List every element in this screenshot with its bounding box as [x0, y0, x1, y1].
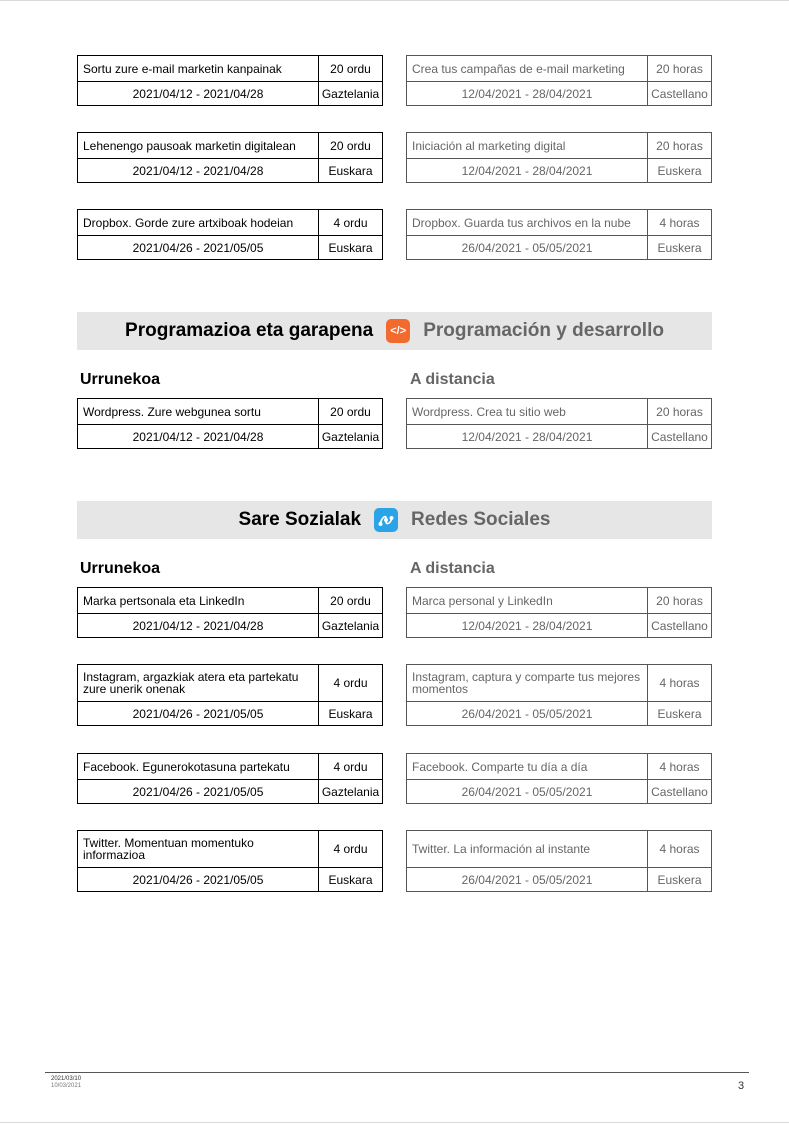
share-network-icon — [374, 508, 398, 532]
course-language: Gaztelania — [319, 614, 383, 638]
course-language: Euskara — [319, 868, 383, 892]
course-card-eu — [77, 209, 383, 260]
course-card-eu — [77, 587, 383, 638]
page-number: 3 — [738, 1080, 745, 1092]
course-language: Euskera — [648, 236, 712, 260]
course-hours: 4 ordu — [319, 754, 383, 780]
course-card-es — [406, 830, 712, 892]
course-hours: 4 horas — [648, 754, 712, 780]
course-dates: 12/04/2021 - 28/04/2021 — [407, 425, 648, 449]
course-title: Iniciación al marketing digital — [407, 133, 648, 159]
course-language: Gaztelania — [319, 425, 383, 449]
course-title: Wordpress. Crea tu sitio web — [407, 399, 648, 425]
course-card-es — [406, 398, 712, 449]
course-dates: 2021/04/12 - 2021/04/28 — [78, 159, 319, 183]
course-card-eu — [77, 664, 383, 726]
course-dates: 26/04/2021 - 05/05/2021 — [407, 780, 648, 804]
course-title: Lehenengo pausoak marketin digitalean — [78, 133, 319, 159]
course-title: Marca personal y LinkedIn — [407, 588, 648, 614]
section-title-es: Programación y desarrollo — [423, 320, 664, 341]
section-header-social — [77, 501, 712, 539]
course-card-eu — [77, 132, 383, 183]
course-dates: 12/04/2021 - 28/04/2021 — [407, 82, 648, 106]
course-language: Castellano — [648, 82, 712, 106]
course-hours: 20 horas — [648, 588, 712, 614]
course-hours: 4 horas — [648, 831, 712, 868]
course-title: Marka pertsonala eta LinkedIn — [78, 588, 319, 614]
course-title: Facebook. Egunerokotasuna partekatu — [78, 754, 319, 780]
course-title: Dropbox. Gorde zure artxiboak hodeian — [78, 210, 319, 236]
course-language: Castellano — [648, 780, 712, 804]
course-hours: 4 ordu — [319, 665, 383, 702]
course-hours: 20 ordu — [319, 399, 383, 425]
course-language: Gaztelania — [319, 780, 383, 804]
course-card-es — [406, 587, 712, 638]
course-card-eu — [77, 830, 383, 892]
course-hours: 20 horas — [648, 399, 712, 425]
course-hours: 4 horas — [648, 665, 712, 702]
course-card-es — [406, 55, 712, 106]
subheading-es: A distancia — [410, 371, 495, 388]
footer-date-es: 10/03/2021 — [51, 1083, 82, 1089]
footer-rule — [45, 1072, 749, 1073]
course-card-eu — [77, 398, 383, 449]
subheading-eu: Urrunekoa — [80, 560, 161, 577]
subheading-eu: Urrunekoa — [80, 371, 161, 388]
course-dates: 12/04/2021 - 28/04/2021 — [407, 159, 648, 183]
section-header-programming — [77, 312, 712, 350]
course-dates: 2021/04/12 - 2021/04/28 — [78, 425, 319, 449]
bottom-rule — [0, 1122, 789, 1123]
top-rule — [0, 0, 789, 1]
course-language: Euskera — [648, 868, 712, 892]
section-title-eu: Programazioa eta garapena — [125, 320, 374, 341]
course-title: Twitter. La información al instante — [407, 831, 648, 868]
course-dates: 2021/04/26 - 2021/05/05 — [78, 868, 319, 892]
course-dates: 2021/04/12 - 2021/04/28 — [78, 614, 319, 638]
course-language: Euskara — [319, 159, 383, 183]
course-language: Euskera — [648, 702, 712, 726]
course-title: Crea tus campañas de e-mail marketing — [407, 56, 648, 82]
course-language: Castellano — [648, 425, 712, 449]
course-language: Euskara — [319, 236, 383, 260]
subheading-es: A distancia — [410, 560, 495, 577]
course-dates: 26/04/2021 - 05/05/2021 — [407, 868, 648, 892]
section-title-es: Redes Sociales — [411, 509, 551, 530]
course-dates: 2021/04/26 - 2021/05/05 — [78, 780, 319, 804]
course-hours: 20 ordu — [319, 56, 383, 82]
course-title: Instagram, argazkiak atera eta partekatu zure unerik onenak — [78, 665, 319, 702]
course-title: Twitter. Momentuan momentuko informazioa — [78, 831, 319, 868]
course-card-eu — [77, 55, 383, 106]
course-language: Gaztelania — [319, 82, 383, 106]
course-title: Facebook. Comparte tu día a día — [407, 754, 648, 780]
course-dates: 26/04/2021 - 05/05/2021 — [407, 702, 648, 726]
course-dates: 2021/04/26 - 2021/05/05 — [78, 702, 319, 726]
course-card-es — [406, 209, 712, 260]
course-dates: 12/04/2021 - 28/04/2021 — [407, 614, 648, 638]
course-hours: 4 ordu — [319, 831, 383, 868]
course-card-eu — [77, 753, 383, 804]
course-language: Euskera — [648, 159, 712, 183]
course-card-es — [406, 664, 712, 726]
course-dates: 26/04/2021 - 05/05/2021 — [407, 236, 648, 260]
course-card-es — [406, 753, 712, 804]
course-hours: 4 ordu — [319, 210, 383, 236]
section-title-eu: Sare Sozialak — [238, 509, 362, 530]
course-hours: 20 horas — [648, 56, 712, 82]
footer-date-eu: 2021/03/10 — [51, 1076, 82, 1082]
course-dates: 2021/04/26 - 2021/05/05 — [78, 236, 319, 260]
course-language: Euskara — [319, 702, 383, 726]
course-hours: 20 horas — [648, 133, 712, 159]
course-card-es — [406, 132, 712, 183]
course-language: Castellano — [648, 614, 712, 638]
course-title: Sortu zure e-mail marketin kanpainak — [78, 56, 319, 82]
course-hours: 4 horas — [648, 210, 712, 236]
course-hours: 20 ordu — [319, 133, 383, 159]
course-hours: 20 ordu — [319, 588, 383, 614]
course-title: Wordpress. Zure webgunea sortu — [78, 399, 319, 425]
course-dates: 2021/04/12 - 2021/04/28 — [78, 82, 319, 106]
course-title: Instagram, captura y comparte tus mejores momentos — [407, 665, 648, 702]
course-title: Dropbox. Guarda tus archivos en la nube — [407, 210, 648, 236]
code-icon: </> — [386, 319, 410, 343]
